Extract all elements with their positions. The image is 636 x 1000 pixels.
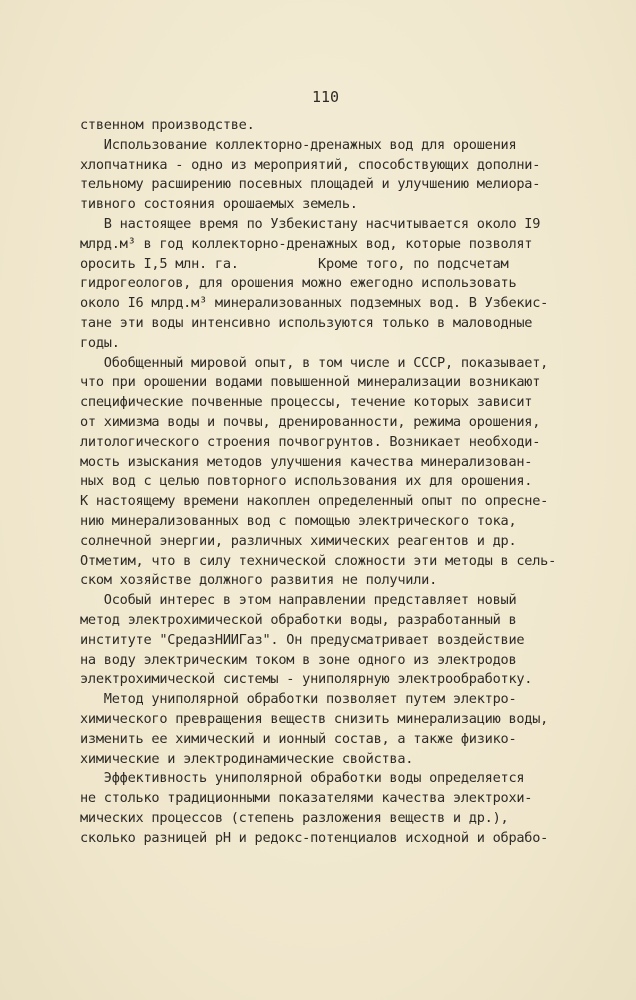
text-line: млрд.м³ в год коллекторно-дренажных вод, которые позволят	[80, 235, 533, 252]
text-line: нию минерализованных вод с помощью электрического тока,	[80, 512, 517, 529]
text-line: Особый интерес в этом направлении представляет новый	[80, 592, 517, 609]
text-line: специфические почвенные процессы, течение которых зависит	[80, 394, 533, 411]
text-line: К настоящему времени накоплен определенный опыт по опресне-	[80, 493, 549, 510]
text-line: тельному расширению посевных площадей и улучшению мелиора-	[80, 176, 541, 193]
text-line: гидрогеологов, для орошения можно ежегодно использовать	[80, 275, 517, 292]
text-line: на воду электрическим током в зоне одного из электродов	[80, 651, 517, 668]
text-line: изменить ее химический и ионный состав, а также физико-	[80, 730, 517, 747]
text-line: ных вод с целью повторного использования их для орошения.	[80, 473, 533, 490]
page-number: 110	[312, 88, 340, 106]
body-text	[80, 116, 570, 848]
text-line: химического превращения веществ снизить минерализацию воды,	[80, 710, 549, 727]
text-line: что при орошении водами повышенной минерализации возникают	[80, 374, 541, 391]
text-line: мических процессов (степень разложения веществ и др.),	[80, 809, 509, 826]
text-line: хлопчатника - одно из мероприятий, способствующих дополни-	[80, 156, 541, 173]
text-line: не столько традиционными показателями качества электрохи-	[80, 790, 533, 807]
text-line: мость изыскания методов улучшения качества минерализован-	[80, 453, 533, 470]
text-line: Использование коллекторно-дренажных вод для орошения	[80, 136, 517, 153]
text-line: электрохимической системы - униполярную электрообработку.	[80, 671, 533, 688]
text-line: химические и электродинамические свойства.	[80, 750, 414, 767]
text-line: тане эти воды интенсивно используются только в маловодные	[80, 314, 533, 331]
text-line: метод электрохимической обработки воды, разработанный в	[80, 611, 517, 628]
text-line: институте "СредазНИИГаз". Он предусматривает воздействие	[80, 631, 525, 648]
text-line: литологического строения почвогрунтов. Возникает необходи-	[80, 433, 541, 450]
text-line: солнечной энергии, различных химических реагентов и др.	[80, 532, 517, 549]
text-line: сколько разницей pH и редокс-потенциалов исходной и обрабо-	[80, 829, 549, 846]
text-line: ственном производстве.	[80, 117, 255, 133]
text-line: Эффективность униполярной обработки воды определяется	[80, 770, 525, 787]
text-line: Метод униполярной обработки позволяет путем электро-	[80, 691, 517, 708]
text-line: Обобщенный мировой опыт, в том числе и СССР, показывает,	[80, 354, 549, 371]
text-line: Отметим, что в силу технической сложности эти методы в сель-	[80, 552, 557, 569]
text-line: ском хозяйстве должного развития не получили.	[80, 572, 438, 589]
text-line: от химизма воды и почвы, дренированности, режима орошения,	[80, 413, 541, 430]
text-line: около I6 млрд.м³ минерализованных подземных вод. В Узбекис-	[80, 295, 549, 312]
text-line: тивного состояния орошаемых земель.	[80, 196, 358, 213]
text-line: В настоящее время по Узбекистану насчитывается около I9	[80, 215, 541, 232]
text-line: годы.	[80, 334, 120, 351]
text-line: оросить I,5 млн. га. Кроме того, по подсчетам	[80, 255, 509, 272]
